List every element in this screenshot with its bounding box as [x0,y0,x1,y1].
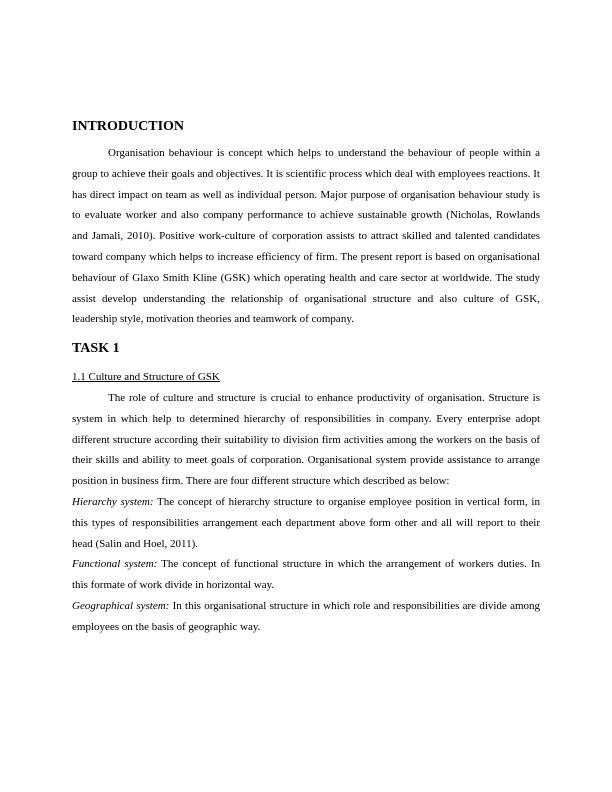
definition-term: Geographical system: [72,599,170,612]
section-paragraph: The role of culture and structure is crucial to enhance productivity of organisation. Structure is system in which help to determined hierarchy of responsibilities in company. Every enterprise adopt different structure according their suitability to division firm activities among the workers on the basis of their skills and ability to meet goals of corporation. Organisational system provide assistance to arrange position in business firm. There are four different structure which described as below: [72,391,540,488]
introduction-paragraph: Organisation behaviour is concept which helps to understand the behaviour of people within a group to achieve their goals and objectives. It is scientific process which deal with employees reactions. It has direct impact on team as well as individual person. Major purpose of organisation behaviour study is to evaluate worker and also company performance to achieve sustainable growth (Nicholas, Rowlands and Jamali, 2010). Positive work-culture of corporation assists to attract skilled and talented candidates toward company which helps to increase efficiency of firm. The present report is based on organisational behaviour of Glaxo Smith Kline (GSK) which operating health and care sector at worldwide. The study assist develop understanding the relationship of organisational structure and also culture of GSK, leadership style, motivation theories and teamwork of company. [72,147,540,326]
definition-geographical [72,596,540,638]
definition-text: The concept of functional structure in which the arrangement of workers duties. In this formate of work divide in horizontal way. [72,558,541,592]
definition-text: In this organisational structure in which role and responsibilities are divide among employees on the basis of geographic way. [72,599,541,633]
page-content [72,117,540,638]
definition-hierarchy [72,492,540,554]
task-heading: TASK 1 [72,341,120,357]
definition-text: The concept of hierarchy structure to organise employee position in vertical form, in this types of responsibilities arrangement each department above form other and all will report to their head (Salin and Hoel, 2011). [72,495,540,550]
introduction-heading: INTRODUCTION [72,119,185,134]
definition-functional [72,554,540,596]
definition-term: Functional system: [72,558,158,571]
definition-term: Hierarchy system: [72,495,154,508]
section-heading: 1.1 Culture and Structure of GSK [72,371,220,384]
